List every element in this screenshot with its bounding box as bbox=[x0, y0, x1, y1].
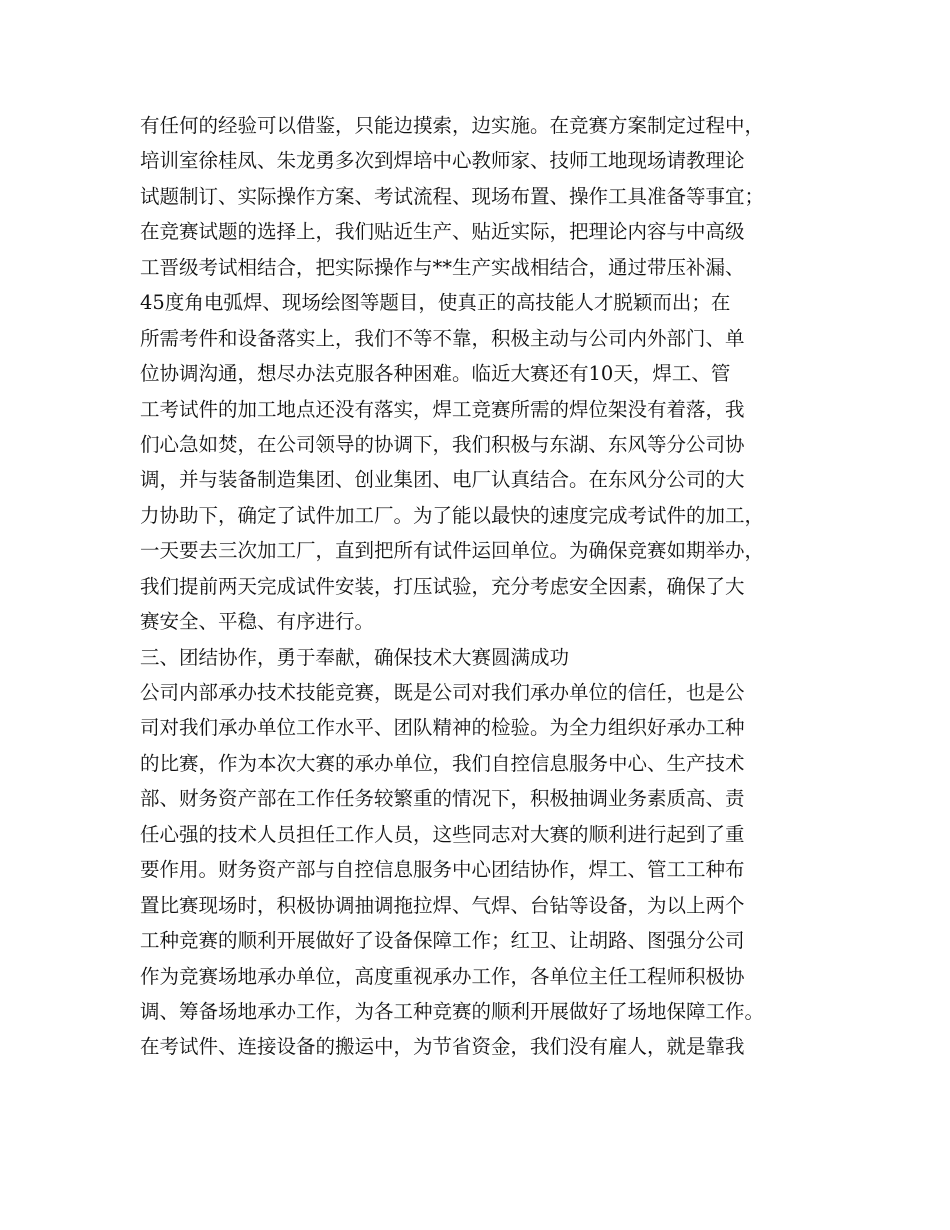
text-line: 工种竞赛的顺利开展做好了设备保障工作；红卫、让胡路、图强分公司 bbox=[140, 929, 745, 953]
text-line: 调，并与装备制造集团、创业集团、电厂认真结合。在东风分公司的大 bbox=[140, 468, 745, 492]
text-line: 在竞赛试题的选择上，我们贴近生产、贴近实际，把理论内容与中高级 bbox=[140, 220, 745, 244]
text-line: 45度角电弧焊、现场绘图等题目，使真正的高技能人才脱颖而出；在 bbox=[140, 291, 731, 315]
text-line: 位协调沟通，想尽办法克服各种困难。临近大赛还有10天，焊工、管 bbox=[140, 362, 731, 386]
text-line: 司对我们承办单位工作水平、团队精神的检验。为全力组织好承办工种 bbox=[140, 716, 745, 740]
section-heading: 三、团结协作，勇于奉献，确保技术大赛圆满成功 bbox=[140, 645, 570, 669]
text-line: 在考试件、连接设备的搬运中，为节省资金，我们没有雇人，就是靠我 bbox=[140, 1035, 745, 1059]
text-line: 试题制订、实际操作方案、考试流程、现场布置、操作工具准备等事宜； bbox=[140, 184, 765, 208]
text-line: 所需考件和设备落实上，我们不等不靠，积极主动与公司内外部门、单 bbox=[140, 326, 745, 350]
text-line: 要作用。财务资产部与自控信息服务中心团结协作，焊工、管工工种布 bbox=[140, 858, 745, 882]
text-line: 任心强的技术人员担任工作人员，这些同志对大赛的顺利进行起到了重 bbox=[140, 822, 745, 846]
body-text bbox=[140, 108, 830, 1065]
text-line: 工晋级考试相结合，把实际操作与**生产实战相结合，通过带压补漏、 bbox=[140, 255, 745, 279]
text-line: 培训室徐桂凤、朱龙勇多次到焊培中心教师家、技师工地现场请教理论 bbox=[140, 149, 745, 173]
text-line: 置比赛现场时，积极协调抽调拖拉焊、气焊、台钻等设备，为以上两个 bbox=[140, 893, 745, 917]
text-line: 一天要去三次加工厂，直到把所有试件运回单位。为确保竞赛如期举办， bbox=[140, 539, 765, 563]
text-line: 赛安全、平稳、有序进行。 bbox=[140, 610, 375, 634]
text-line: 工考试件的加工地点还没有落实，焊工竞赛所需的焊位架没有着落，我 bbox=[140, 397, 745, 421]
text-line: 调、筹备场地承办工作，为各工种竞赛的顺利开展做好了场地保障工作。 bbox=[140, 999, 765, 1023]
text-line: 部、财务资产部在工作任务较繁重的情况下，积极抽调业务素质高、责 bbox=[140, 787, 745, 811]
text-line: 们心急如焚，在公司领导的协调下，我们积极与东湖、东风等分公司协 bbox=[140, 432, 745, 456]
text-line: 作为竞赛场地承办单位，高度重视承办工作，各单位主任工程师积极协 bbox=[140, 964, 745, 988]
text-line: 我们提前两天完成试件安装，打压试验，充分考虑安全因素，确保了大 bbox=[140, 574, 745, 598]
text-line: 公司内部承办技术技能竞赛，既是公司对我们承办单位的信任，也是公 bbox=[140, 681, 745, 704]
text-line: 力协助下，确定了试件加工厂。为了能以最快的速度完成考试件的加工， bbox=[140, 503, 765, 527]
text-line: 的比赛，作为本次大赛的承办单位，我们自控信息服务中心、生产技术 bbox=[140, 751, 745, 775]
text-line: 有任何的经验可以借鉴，只能边摸索，边实施。在竞赛方案制定过程中， bbox=[140, 114, 765, 137]
